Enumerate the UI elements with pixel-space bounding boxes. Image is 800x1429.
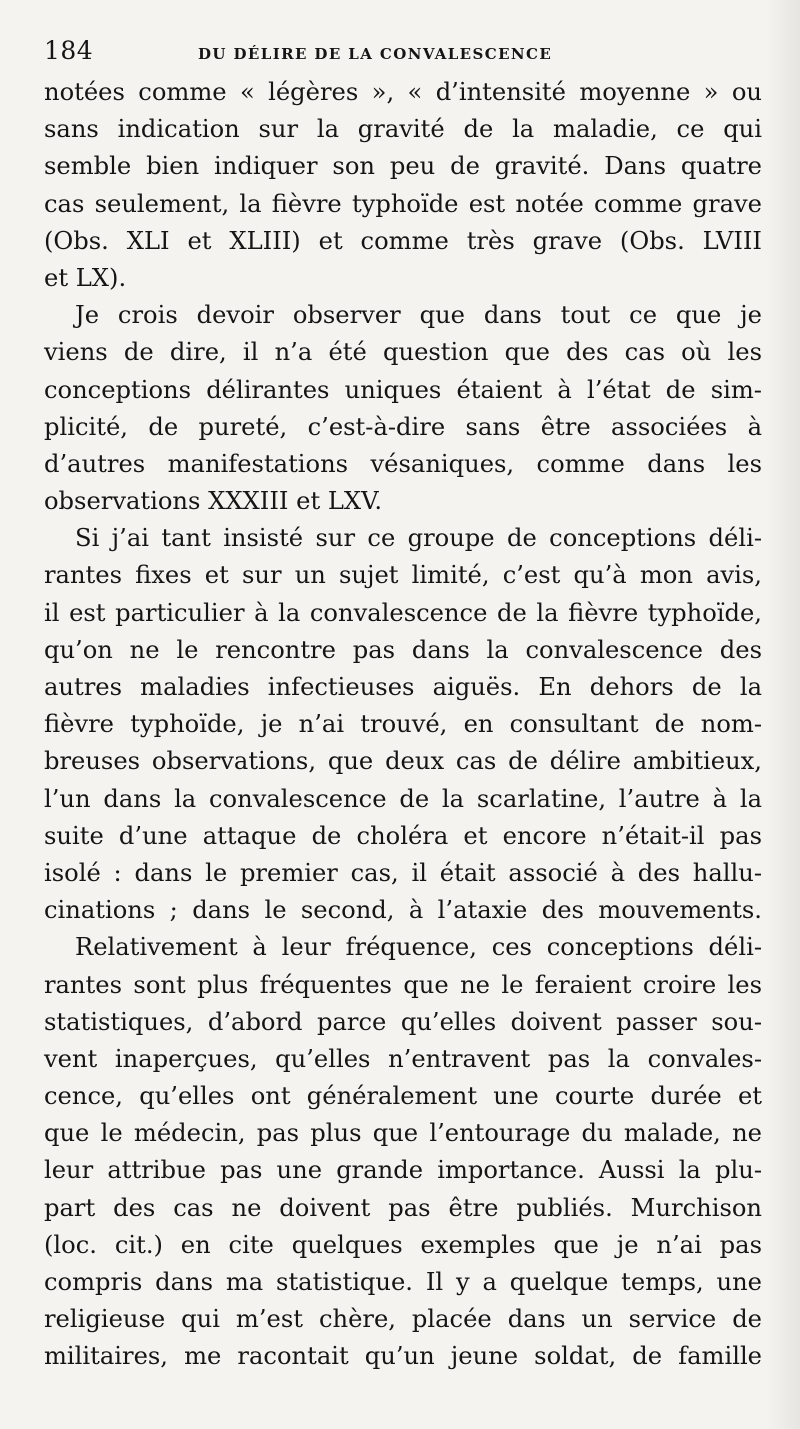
text-line: semble bien indiquer son peu de gravité. Dans quatre — [44, 152, 762, 181]
paragraph-start-line: Je crois devoir observer que dans tout ce que je — [75, 301, 762, 330]
text-line: conceptions délirantes uniques étaient à l’état de sim- — [44, 375, 762, 404]
text-line: fièvre typhoïde, je n’ai trouvé, en consultant de nom- — [44, 710, 762, 739]
text-line: breuses observations, que deux cas de délire ambitieux, — [44, 747, 762, 776]
paragraph-start-line: Relativement à leur fréquence, ces conceptions déli- — [75, 933, 762, 962]
text-line: qu’on ne le rencontre pas dans la convalescence des — [44, 635, 762, 664]
text-line: observations XXXIII et LXV. — [44, 487, 383, 516]
text-line: (Obs. XLI et XLIII) et comme très grave (Obs. LVIII — [44, 226, 762, 255]
text-line: il est particulier à la convalescence de la fièvre typhoïde, — [44, 598, 762, 627]
text-line: religieuse qui m’est chère, placée dans un service de — [44, 1305, 762, 1334]
text-line: leur attribue pas une grande importance. Aussi la plu- — [44, 1156, 762, 1185]
text-line: l’un dans la convalescence de la scarlatine, l’autre à la — [44, 784, 762, 813]
running-head-title: DU DÉLIRE DE LA CONVALESCENCE — [198, 45, 553, 63]
text-line: vent inaperçues, qu’elles n’entravent pas la convales- — [44, 1044, 762, 1073]
text-line: suite d’une attaque de choléra et encore n’était-il pas — [44, 821, 762, 850]
text-line: viens de dire, il n’a été question que des cas où les — [44, 338, 762, 367]
body-text — [44, 74, 762, 1376]
text-line: plicité, de pureté, c’est-à-dire sans être associées à — [44, 412, 762, 441]
page-number: 184 — [44, 36, 94, 65]
text-line: que le médecin, pas plus que l’entourage du malade, ne — [44, 1119, 762, 1148]
text-line: isolé : dans le premier cas, il était associé à des hallu- — [44, 858, 762, 887]
text-line: autres maladies infectieuses aiguës. En dehors de la — [44, 673, 762, 701]
text-line: rantes sont plus fréquentes que ne le feraient croire les — [44, 970, 762, 999]
running-head — [44, 36, 762, 70]
paragraph-start-line: Si j’ai tant insisté sur ce groupe de conceptions déli- — [75, 524, 762, 553]
text-line: statistiques, d’abord parce qu’elles doivent passer sou- — [44, 1007, 762, 1036]
text-line: (loc. cit.) en cite quelques exemples que je n’ai pas — [44, 1230, 762, 1259]
text-line: cence, qu’elles ont généralement une courte durée et — [44, 1082, 762, 1111]
text-line: cinations ; dans le second, à l’ataxie des mouvements. — [44, 896, 762, 925]
text-line: sans indication sur la gravité de la maladie, ce qui — [44, 115, 762, 144]
text-line: cas seulement, la fièvre typhoïde est notée comme grave — [44, 189, 762, 218]
text-line: militaires, me racontait qu’un jeune soldat, de famille — [44, 1342, 762, 1371]
text-line: compris dans ma statistique. Il y a quelque temps, une — [44, 1268, 762, 1296]
text-line: rantes fixes et sur un sujet limité, c’est qu’à mon avis, — [44, 561, 762, 590]
text-line: et LX). — [44, 263, 127, 292]
text-line: d’autres manifestations vésaniques, comme dans les — [44, 449, 762, 478]
text-line: part des cas ne doivent pas être publiés. Murchison — [44, 1193, 762, 1222]
text-line: notées comme « légères », « d’intensité moyenne » ou — [44, 78, 762, 106]
